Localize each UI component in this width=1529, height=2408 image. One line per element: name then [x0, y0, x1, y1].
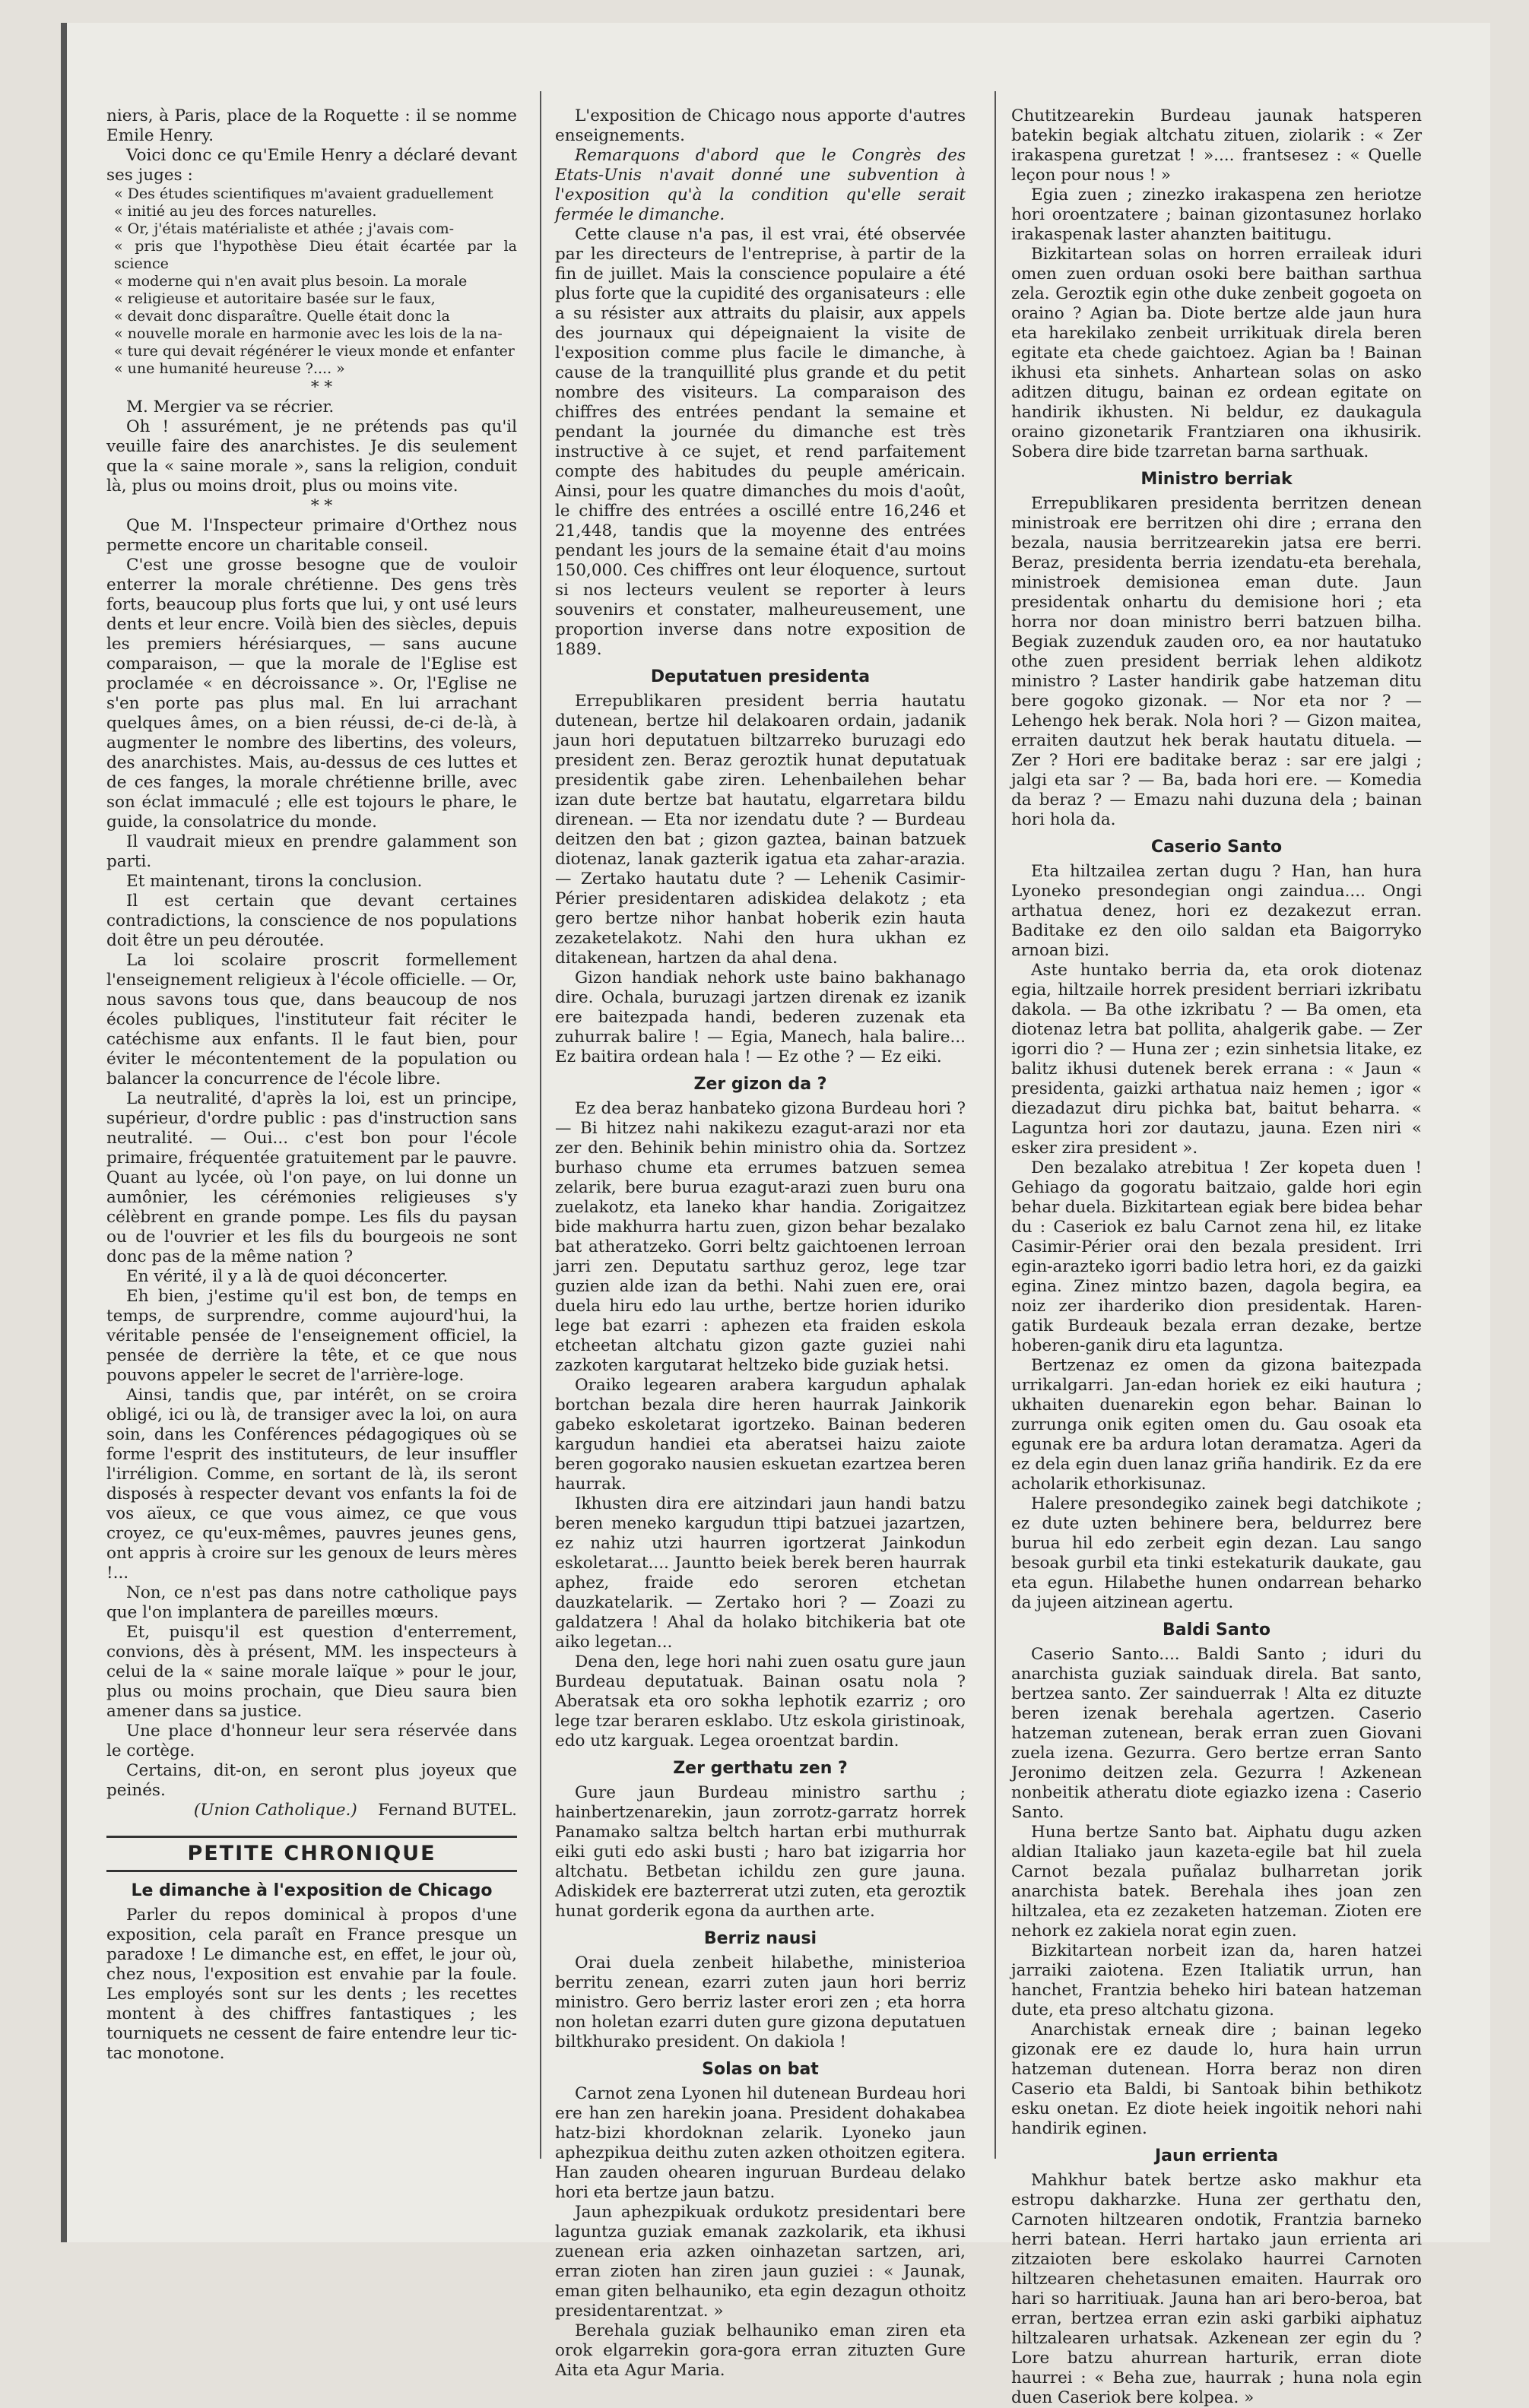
quote-block — [106, 185, 517, 378]
quote-line: « nouvelle morale en harmonie avec les lois de la na- — [114, 325, 503, 342]
quote-line: « pris que l'hypothèse Dieu était écartée par la science — [114, 238, 517, 272]
paragraph: Voici donc ce qu'Emile Henry a déclaré devant ses juges : — [106, 146, 517, 185]
source: (Union Catholique.) — [193, 1801, 357, 1820]
paragraph: Orai duela zenbeit hilabethe, ministerioa berritu zenean, ezarri zuten jaun hori berriz ministro. Gero berriz laster erori zen ; eta horra non holetan ezarri duten gure gizona deputatuen biltkhurako president. On dakiola ! — [555, 1953, 966, 2052]
paragraph: Eta hiltzailea zertan dugu ? Han, han hura Lyoneko presondegian ongi zaindua.... Ongi arthatua denez, hori ez dezakezut erran. Baditake ez den oilo saldan eta Baigorryko arnoan bizi. — [1011, 862, 1422, 960]
paragraph: Chutitzearekin Burdeau jaunak hatsperen batekin begiak altchatu zituen, ziolarik : « Zer irakaspena guretzat ! ».... frantsesez : « Quelle leçon pour nous ! » — [1011, 106, 1422, 185]
paragraph: Eh bien, j'estime qu'il est bon, de temps en temps, de surprendre, comme aujourd'hui, la véritable pensée de l'enseignement officiel, la pensée de derrière la tête, et ce que nous pouvons appeler le secret de l'arrière-loge. — [106, 1287, 517, 1385]
paragraph: Cette clause n'a pas, il est vrai, été observée par les directeurs de l'entreprise, à partir de la fin de juillet. Mais la conscience populaire a été plus forte que la cupidité des organisateurs : elle a su résister aux attraits du plaisir, aux appels des journaux qui dépeignaient la visite de l'exposition comme plus facile le dimanche, à cause de la tranquillité plus grande et du petit nombre des visiteurs. La comparaison des chiffres des entrées pendant la semaine et pendant la journée du dimanche est très instructive à ce sujet, et rend parfaitement compte des habitudes du peuple américain. Ainsi, pour les quatre dimanches du mois d'août, le chiffre des entrées a oscillé entre 16,246 et 21,448, tandis que la moyenne des entrées pendant les jours de la semaine était d'au moins 150,000. Ces chiffres ont leur éloquence, surtout si nos lecteurs veulent se reporter à leurs souvenirs et constater, malheureusement, une proportion inverse dans notre exposition de 1889. — [555, 225, 966, 659]
paragraph: La loi scolaire proscrit formellement l'enseignement religieux à l'école officielle. — Or, nous savons tous que, dans beaucoup de nos écoles publiques, l'instituteur fait réciter le catéchisme aux enfants. Il le faut bien, pour éviter le mécontentement de la population ou balancer la concurrence de l'école libre. — [106, 951, 517, 1088]
paragraph: M. Mergier va se récrier. — [126, 398, 335, 417]
paragraph: Que M. l'Inspecteur primaire d'Orthez nous permette encore un charitable conseil. — [106, 516, 517, 555]
quote-line: « Des études scientifiques m'avaient graduellement — [114, 185, 493, 202]
paragraph: Egia zuen ; zinezko irakaspena zen heriotze hori oroentzatere ; bainan gizontasunez horlako irakaspenak laster ahanzten baititugu. — [1011, 185, 1422, 244]
paragraph: Berehala guziak belhauniko eman ziren eta orok elgarrekin gora-gora erran zituzten Gure Aita eta Agur Maria. — [555, 2321, 966, 2380]
column-rule — [994, 91, 996, 2159]
section-heading: Berriz nausi — [703, 1929, 817, 1948]
paragraph: Il est certain que devant certaines contradictions, la conscience de nos populations doit être un peu déroutée. — [106, 892, 517, 950]
paragraph: Oraiko legearen arabera kargudun aphalak bortchan bezala dire heren haurrak Jainkorik gabeko eskoletarat igortzeko. Bainan bederen kargudun handiei eta aberatsei haizu zaiote beren gogorako nausien eskuetan ezartzea beren haurrak. — [555, 1376, 966, 1494]
paragraph: Mahkhur batek bertze asko makhur eta estropu dakharzke. Huna zer gerthatu den, Carnoten hiltzearen ondotik, Frantzia barneko herri batean. Herri hartako jaun errienta ari zitzaioten bere eskolako haurrei Carnoten hiltzearen chehetasunen emaiten. Haurrak oro hari so harritiuak. Jauna han ari bero-beroa, bat erran, bertzea erran ezin aski garbiki aiphatuz hiltzalearen urhatsak. Azkenean zer egin du ? Lore batzu ahurrean harturik, erran diote haurrei : « Beha zue, haurrak ; huna nola egin duen Caseriok bere kolpea. » — [1011, 2171, 1422, 2407]
paragraph: Dena den, lege hori nahi zuen osatu gure jaun Burdeau deputatuak. Bainan osatu nola ? Aberatsak eta oro sokha lephotik ezarriz ; oro lege tzar beraren esklabo. Utz eskola giristinoak, edo utz karguak. Legea oroentzat bardin. — [555, 1652, 966, 1751]
paragraph: Certains, dit-on, en seront plus joyeux que peinés. — [106, 1761, 517, 1800]
quote-line: « moderne qui n'en avait plus besoin. La morale — [114, 273, 468, 290]
paragraph: Caserio Santo.... Baldi Santo ; iduri du anarchista guziak sainduak direla. Bat santo, bertzea santo. Zer sainduerrak ! Alta ez dituzte beren izenak berehala agertzen. Caserio hatzeman zutenean, berak erran zuen Giovani zuela izena. Gezurra. Gero bertze erran Santo Jeronimo deitzen zela. Gezurra ! Azkenean nonbeitik atheratu diote egiazko izena : Caserio Santo. — [1011, 1645, 1422, 1822]
paragraph: Anarchistak erneak dire ; bainan legeko gizonak ere ez daude lo, hura hain urrun hatzeman dutenean. Horra beraz non diren Caserio eta Baldi, bi Santoak bihin bethikotz esku onetan. Ez diote heiek ingoitik nehori nahi handirik eginen. — [1011, 2020, 1422, 2138]
paragraph: Une place d'honneur leur sera réservée dans le cortège. — [106, 1722, 517, 1760]
paragraph: Errepublikaren president berria hautatu dutenean, bertze hil delakoaren ordain, jadanik jaun hori deputatuen biltzarreko buruzagi edo president zen. Beraz geroztik hunat deputatuak presidentik gabe ziren. Lehenbailehen behar izan dute bertze bat hautatu, elgarretara bildu direnean. — Eta nor izendatu dute ? — Burdeau deitzen den bat ; gizon gaztea, bainan batzuek diotenaz, lanak gazterik igatua eta zahar-arazia. — Zertako hautatu dute ? — Lehenik Casimir-Périer presidentaren adiskidea delakotz ; eta gero bertze nihor hanbat hoberik ezin hauta zezaketelakotz. Nahi den hura ukhan ez ditakenean, hartzen da ahal dena. — [555, 692, 966, 968]
separator-stars: * * — [310, 378, 333, 397]
quote-line: « Or, j'étais matérialiste et athée ; j'avais com- — [114, 220, 455, 237]
paragraph: Gure jaun Burdeau ministro sarthu ; hainbertzenarekin, jaun zorrotz-garratz horrek Panamako saltza beltch hartan erbi muthurrak eiki guti edo aski busti ; haro bat izigarria hor altchatu. Betbetan ichildu zen gure jauna. Adiskidek ere bazterrerat utzi zuten, eta geroztik hunat gorderik egona da aurthen arte. — [555, 1783, 966, 1921]
column-1 — [106, 106, 517, 2064]
paragraph: Gizon handiak nehork uste baino bakhanago dire. Ochala, buruzagi jartzen direnak ez izanik ere baitezpada handi, bederen zuzenak eta zuhurrak balire ! — Egia, Manech, hala balire... Ez baitira ordean hala ! — Ez othe ? — Ez eiki. — [555, 968, 966, 1066]
section-heading: Ministro berriak — [1140, 470, 1293, 489]
column-3 — [1011, 106, 1422, 2408]
paragraph: Bizkitartean solas on horren erraileak iduri omen zuen orduan osoki bere baithan sarthua zela. Geroztik egin othe duke zenbeit gogoeta on oraino ? Agian ba. Diote bertze alde jaun hura eta harekilako zenbeit urrikituak direla beren egitate eta chede gaichtoez. Agian ba ! Bainan ikhusi eta sinhets. Anhartean solas on asko aditzen ditugu, bainan ez ordean egitate on handirik ikhusten. Ni beldur, ez daukagula oraino gizonetarik Frantziaren ona ikhusirik. Sobera dire bide tzarretan barna sarthuak. — [1011, 245, 1422, 461]
section-heading: Zer gizon da ? — [693, 1075, 827, 1094]
column-2 — [555, 106, 966, 2381]
paragraph: Den bezalako atrebitua ! Zer kopeta duen ! Gehiago da gogoratu baitzaio, galde hori egin behar duela. Bizkitartean egiak bere bidea behar du : Caseriok ez balu Carnot zena hil, ez litake Casimir-Périer orai den bezala president. Irri egin-arazteko igorri badio letra hori, ez da gaizki egina. Zinez mintzo bazen, dagola begira, ea noiz zer iharderiko dion presidentak. Haren-gatik Burdeauk bezala erran dezake, bertze hoberen-ganik diru eta laguntza. — [1011, 1158, 1422, 1355]
quote-line: « une humanité heureuse ?.... » — [114, 360, 345, 377]
quote-line: « initié au jeu des forces naturelles. — [114, 203, 377, 220]
paragraph: Halere presondegiko zainek begi datchikote ; ez dute uzten behinere bera, beldurrez bere burua hil edo zerbeit egin dezan. Lau sango besoak gurbil eta tinki estekaturik daukate, gau eta egun. Hilabethe hunen ondarrean beharko da jujeen aitzinean agertu. — [1011, 1494, 1422, 1612]
newspaper-page — [61, 23, 1490, 2407]
section-heading: Solas on bat — [702, 2060, 819, 2079]
paragraph: L'exposition de Chicago nous apporte d'autres enseignements. — [555, 106, 966, 145]
paragraph: Parler du repos dominical à propos d'une exposition, cela paraît en France presque un paradoxe ! Le dimanche est, en effet, le jour où, chez nous, l'exposition est envahie par la foule. Les employés sont sur les dents ; les recettes montent à des chiffres fantastiques ; les tourniquets ne cessent de faire entendre leur tic-tac monotone. — [106, 1906, 517, 2063]
separator-stars: * * — [310, 496, 333, 515]
paragraph: Aste huntako berria da, eta orok diotenaz egia, hiltzaile horrek president berriari izkribatu dakola. — Ba othe izkribatu ? — Ba omen, eta diotenaz letra bat pollita, ahalgerik gabe. — Zer igorri dio ? — Huna zer ; ezin sinhetsia litake, ez balitz ikhusi dutenek berek errana : « Jaun « presidenta, gaizki arthatua naiz hemen ; igor « diezadazut diru pichka bat, baitut beharra. « Laguntza hori zor dautazu, jauna. Ezen niri « esker zira president ». — [1011, 961, 1422, 1158]
section-heading: Baldi Santo — [1162, 1621, 1271, 1640]
quote-line: « devait donc disparaître. Quelle était donc la — [114, 308, 450, 325]
paragraph: La neutralité, d'après la loi, est un principe, supérieur, d'ordre public : pas d'instruction sans neutralité. — Oui... c'est bon pour l'école primaire, fréquentée gratuitement par le pauvre. Quant au lycée, où l'on paye, on lui donne un aumônier, les cérémonies religieuses s'y célèbrent en grande pompe. Les fils du paysan ou de l'ouvrier et les fils du bourgeois ne sont donc pas de la même nation ? — [106, 1089, 517, 1266]
paragraph: Bertzenaz ez omen da gizona baitezpada urrikalgarri. Jan-edan horiek ez eiki hautura ; ukhaiten duenarekin egon behar. Bainan lo zurrunga onik egiten omen du. Gau osoak eta egunak ere ba ardura lotan deramatza. Ageri da ez dela egin duen lanaz griña handirik. Ez da ere acholarik ethorkisunaz. — [1011, 1356, 1422, 1494]
paragraph: Carnot zena Lyonen hil dutenean Burdeau hori ere han zen harekin joana. President dohakabea hatz-bizi khordoknan zelarik. Lyoneko jaun aphezpikua deithu zuten azken othoitzen egitera. Han zauden ohearen inguruan Burdeau delako hori eta bertze jaun batzu. — [555, 2084, 966, 2202]
author: Fernand BUTEL. — [378, 1801, 517, 1820]
paragraph: En vérité, il y a là de quoi déconcerter. — [126, 1267, 449, 1286]
paragraph: Errepublikaren presidenta berritzen denean ministroak ere berritzen ohi dire ; errana den bezala, nausia berritzearekin jatsa ere berri. Beraz, presidenta berria izendatu-eta berehala, ministroek demisionea eman dute. Jaun presidentak onhartu du demisione hori ; eta horra nor doan ministro berri batzuen bilha. Begiak zuzenduk zauden oro, ea nor hautatuko othe zuen president berriak lehen aldikotz ministro ? Laster handirik gabe hatzeman ditu bere gogoko gizonak. — Nor eta nor ? — Lehengo hek berak. Nola hori ? — Gizon maitea, erraiten dautzut hek berak hautatu dituela. — Zer ? Hori ere baditake beraz : sar ere jalgi ; jalgi eta sar ? — Ba, bada hori ere. — Komedia da beraz ? — Emazu nahi duzuna dela ; bainan hori hola da. — [1011, 494, 1422, 829]
paragraph: Et, puisqu'il est question d'enterrement, convions, dès à présent, MM. les inspecteurs à celui de la « saine morale laïque » pour le jour, plus ou moins prochain, que Dieu saura bien amener dans sa justice. — [106, 1623, 517, 1721]
article-title: Le dimanche à l'exposition de Chicago — [131, 1881, 493, 1900]
paragraph: Bizkitartean norbeit izan da, haren hatzei jarraiki zaiotena. Ezen Italiatik urrun, han hanchet, Frantzia beheko hiri batean hatzeman dute, eta preso altchatu gizona. — [1011, 1941, 1422, 2020]
paragraph: Huna bertze Santo bat. Aiphatu dugu azken aldian Italiako jaun kazeta-egile bat hil zuela Carnot bezala puñalaz bulharretan jorik anarchista batek. Berehala ihes joan zen hiltzalea, eta ez zezaketen hatzeman. Zioten ere nehork ez zakiela norat egin zuen. — [1011, 1823, 1422, 1941]
paragraph: Oh ! assurément, je ne prétends pas qu'il veuille faire des anarchistes. Je dis seulement que la « saine morale », sans la religion, conduit là, plus ou moins droit, plus ou moins vite. — [106, 417, 517, 496]
section-banner: PETITE CHRONIQUE — [106, 1836, 517, 1872]
paragraph: Remarquons d'abord que le Congrès des Etats-Unis n'avait donné une subvention à l'exposition qu'à la condition qu'elle serait fermée le dimanche. — [555, 146, 966, 224]
paragraph: Non, ce n'est pas dans notre catholique pays que l'on implantera de pareilles mœurs. — [106, 1583, 517, 1622]
paragraph: Ez dea beraz hanbateko gizona Burdeau hori ? — Bi hitzez nahi nakikezu ezagut-arazi nor eta zer den. Behinik behin ministro ohia da. Sortzez burhaso chume eta errumes batzuen semea zelarik, bere burua ezagut-arazi zuen buru ona zuelakotz, eta laneko khar handia. Zorigaitzez bide makhurra hartu zuen, gizon behar bezalako bat atheratzeko. Gorri beltz gaichtoenen lerroan jarri zen. Deputatu sarthuz geroz, lege tzar guzien alde izan da bethi. Nahi zuen ere, orai duela hiru edo lau urthe, bertze horien iduriko lege bat ezarri : aphezen eta fraiden eskola etcheetan altchatu gizon gazte guziei nahi zazkoten kargutarat heltzeko bide guziak hetsi. — [555, 1099, 966, 1375]
page-edge — [61, 23, 67, 2242]
paragraph: Ainsi, tandis que, par intérêt, on se croira obligé, ici ou là, de transiger avec la loi, on aura soin, dans les Conférences pédagogiques où se forme l'esprit des instituteurs, de leur insuffler l'irréligion. Comme, en sortant de là, ils seront disposés à respecter devant vos enfants la foi de vos aïeux, ce que vous aimez, ce que vous croyez, ce qu'eux-mêmes, pauvres jeunes gens, ont appris à croire sur les genoux de leurs mères !... — [106, 1386, 517, 1583]
byline — [106, 1801, 517, 1820]
paragraph: niers, à Paris, place de la Roquette : il se nomme Emile Henry. — [106, 106, 517, 145]
quote-line: « ture qui devait régénérer le vieux monde et enfanter — [114, 343, 515, 360]
paragraph: Et maintenant, tirons la conclusion. — [126, 872, 423, 891]
column-rule — [540, 91, 541, 2159]
quote-line: « religieuse et autoritaire basée sur le faux, — [114, 290, 436, 307]
paragraph: Jaun aphezpikuak ordukotz presidentari bere laguntza guziak emanak zazkolarik, eta ikhusi zuenean eria azken oinhazetan sartzen, ari, erran zioten han ziren jaun guziei : « Jaunak, eman giten belhauniko, eta egin dezagun othoitz presidentarentzat. » — [555, 2203, 966, 2321]
paragraph: Ikhusten dira ere aitzindari jaun handi batzu beren meneko kargudun ttipi batzuei jazartzen, ez nahiz utzi haurren igortzerat Jainkodun eskoletarat.... Jauntto beiek berek beren haurrak aphez, fraide edo seroren etchetan dauzkatelarik. — Zertako hori ? — Zoazi zu galdatzera ! Ahal da holako bitchikeria bat ote aiko legetan... — [555, 1494, 966, 1652]
paragraph: Il vaudrait mieux en prendre galamment son parti. — [106, 832, 517, 871]
paragraph: C'est une grosse besogne que de vouloir enterrer la morale chrétienne. Des gens très forts, beaucoup plus forts que lui, y ont usé leurs dents et leur encre. Voilà bien des siècles, depuis les premiers hérésiarques, — sans aucune comparaison, — que la morale de l'Eglise est proclamée « en décroissance ». Or, l'Eglise ne s'en porte pas plus mal. En lui arrachant quelques âmes, on a bien réussi, de-ci de-là, à augmenter le nombre des libertins, des voleurs, des anarchistes. Mais, au-dessus de ces luttes et de ces fanges, la morale chrétienne brille, avec son éclat immaculé ; elle est tojours le phare, le guide, la consolatrice du monde. — [106, 556, 517, 832]
section-heading: Deputatuen presidenta — [650, 667, 871, 686]
section-heading: Jaun errienta — [1154, 2147, 1279, 2166]
section-heading: Zer gerthatu zen ? — [673, 1759, 848, 1778]
section-heading: Caserio Santo — [1150, 838, 1283, 857]
